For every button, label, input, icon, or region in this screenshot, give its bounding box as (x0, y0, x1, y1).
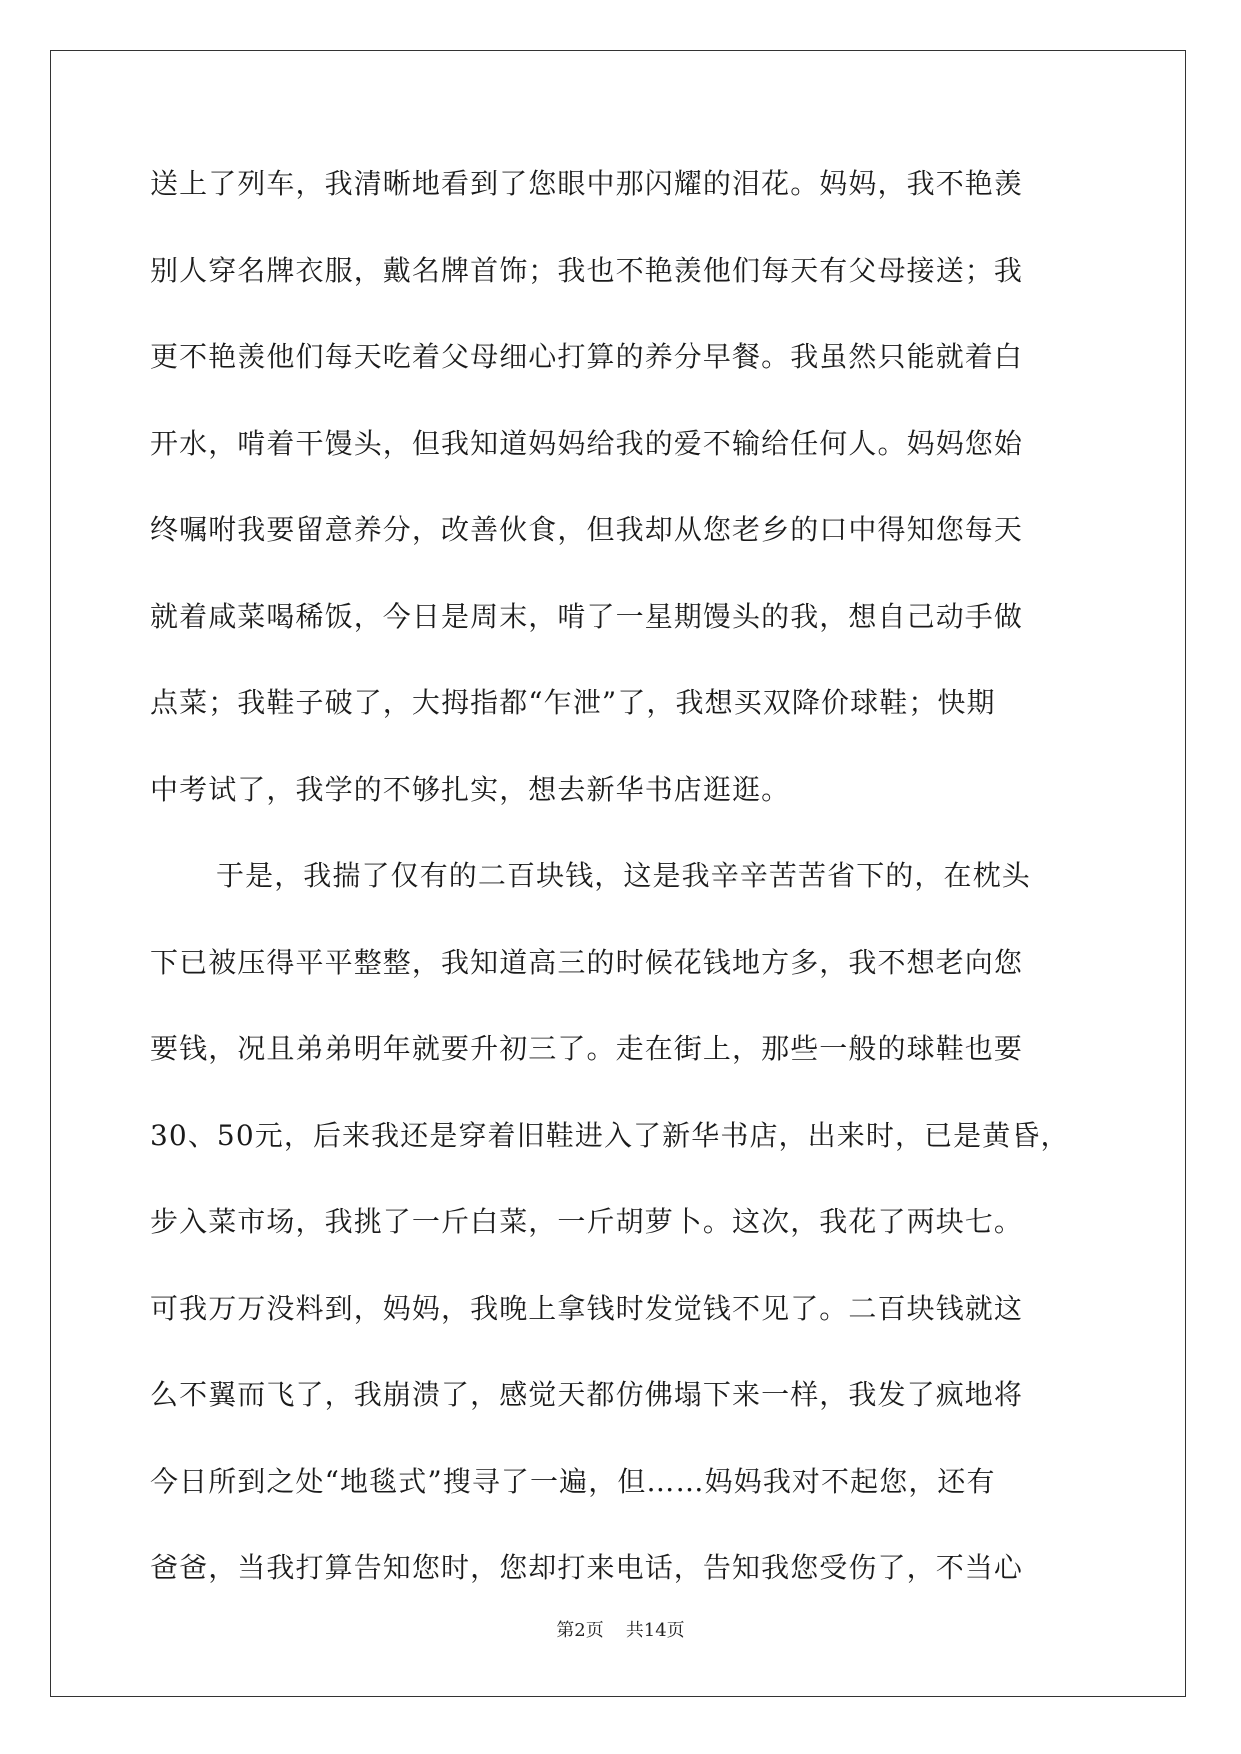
page-total: 共14页 (625, 1620, 685, 1641)
text-line: 更不艳羡他们每天吃着父母细心打算的养分早餐。我虽然只能就着白 (150, 340, 1024, 373)
page-number: 第2页 (556, 1620, 604, 1641)
text-line: 别人穿名牌衣服，戴名牌首饰；我也不艳羡他们每天有父母接送；我 (150, 253, 1024, 287)
text-line: 么不翼而飞了，我崩溃了，感觉天都仿佛塌下来一样，我发了疯地将 (150, 1378, 1024, 1411)
text-line: 爸爸，当我打算告知您时，您却打来电话，告知我您受伤了，不当心 (150, 1551, 1024, 1584)
paragraph-start-line: 于是，我揣了仅有的二百块钱，这是我辛辛苦苦省下的，在枕头 (216, 859, 1031, 892)
text-line: 中考试了，我学的不够扎实，想去新华书店逛逛。 (150, 772, 791, 806)
text-line: 送上了列车，我清晰地看到了您眼中那闪耀的泪花。妈妈，我不艳羡 (150, 167, 1024, 200)
page-footer (0, 1616, 1241, 1642)
text-line: 就着咸菜喝稀饭，今日是周末，啃了一星期馒头的我，想自己动手做 (150, 599, 1024, 633)
text-line: 要钱，况且弟弟明年就要升初三了。走在街上，那些一般的球鞋也要 (150, 1032, 1024, 1065)
text-line: 今日所到之处“地毯式”搜寻了一遍，但……妈妈我对不起您，还有 (150, 1464, 996, 1498)
text-line: 下已被压得平平整整，我知道高三的时候花钱地方多，我不想老向您 (150, 945, 1024, 979)
text-line: 30、50元，后来我还是穿着旧鞋进入了新华书店，出来时，已是黄昏， (150, 1118, 1070, 1152)
text-line: 可我万万没料到，妈妈，我晚上拿钱时发觉钱不见了。二百块钱就这 (150, 1291, 1024, 1325)
document-body (150, 160, 1090, 1631)
text-line: 终嘱咐我要留意养分，改善伙食，但我却从您老乡的口中得知您每天 (150, 513, 1024, 546)
text-line: 开水，啃着干馒头，但我知道妈妈给我的爱不输给任何人。妈妈您始 (150, 426, 1024, 460)
text-line: 步入菜市场，我挑了一斤白菜，一斤胡萝卜。这次，我花了两块七。 (150, 1205, 1024, 1238)
text-line: 点菜；我鞋子破了，大拇指都“乍泄”了，我想买双降价球鞋；快期 (150, 686, 996, 719)
